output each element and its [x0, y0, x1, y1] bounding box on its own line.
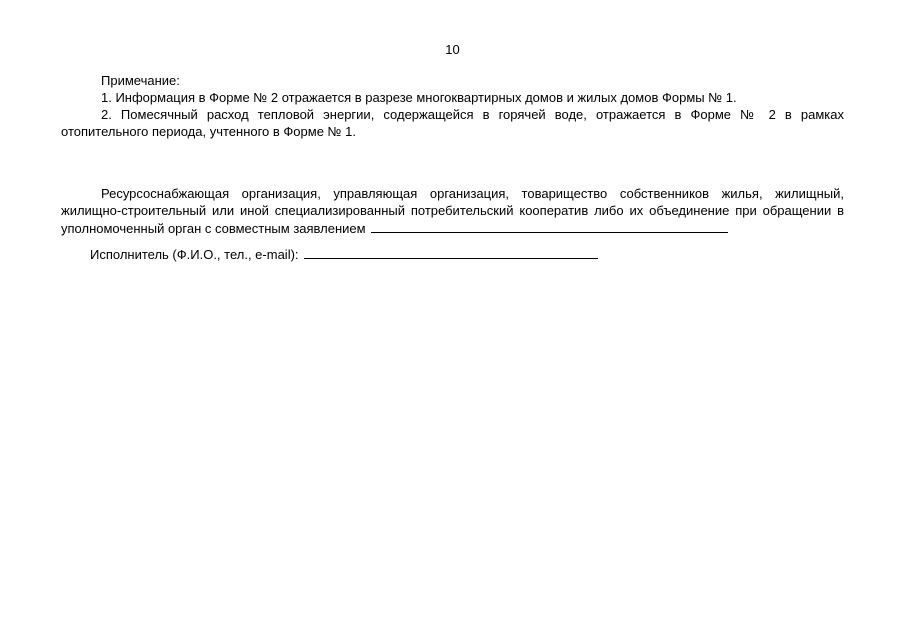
- statement-text: Ресурсоснабжающая организация, управляющая организация, товарищество собственников жилья, жилищный, жилищно-строительный или иной специализированный потребительский кооператив либо их объединение при обращении в уполномоченный орган с совместным заявлением: [61, 186, 844, 236]
- notes-section: [61, 72, 844, 140]
- note-item-1: 1. Информация в Форме № 2 отражается в разрезе многоквартирных домов и жилых домов Формы № 1.: [101, 90, 737, 105]
- executor-fill-line: [304, 245, 598, 259]
- page-number: 10: [445, 42, 460, 57]
- note-item-2: 2. Помесячный расход тепловой энергии, содержащейся в горячей воде, отражается в Форме № 2 в рамках отопительного периода, учтенного в Форме № 1.: [61, 107, 844, 139]
- executor-line: [90, 245, 598, 263]
- organization-signature-line: [371, 219, 728, 233]
- statement-section: [61, 185, 844, 237]
- executor-label: Исполнитель (Ф.И.О., тел., e-mail):: [90, 247, 299, 262]
- notes-heading: Примечание:: [101, 73, 180, 88]
- statement-paragraph: [61, 185, 844, 237]
